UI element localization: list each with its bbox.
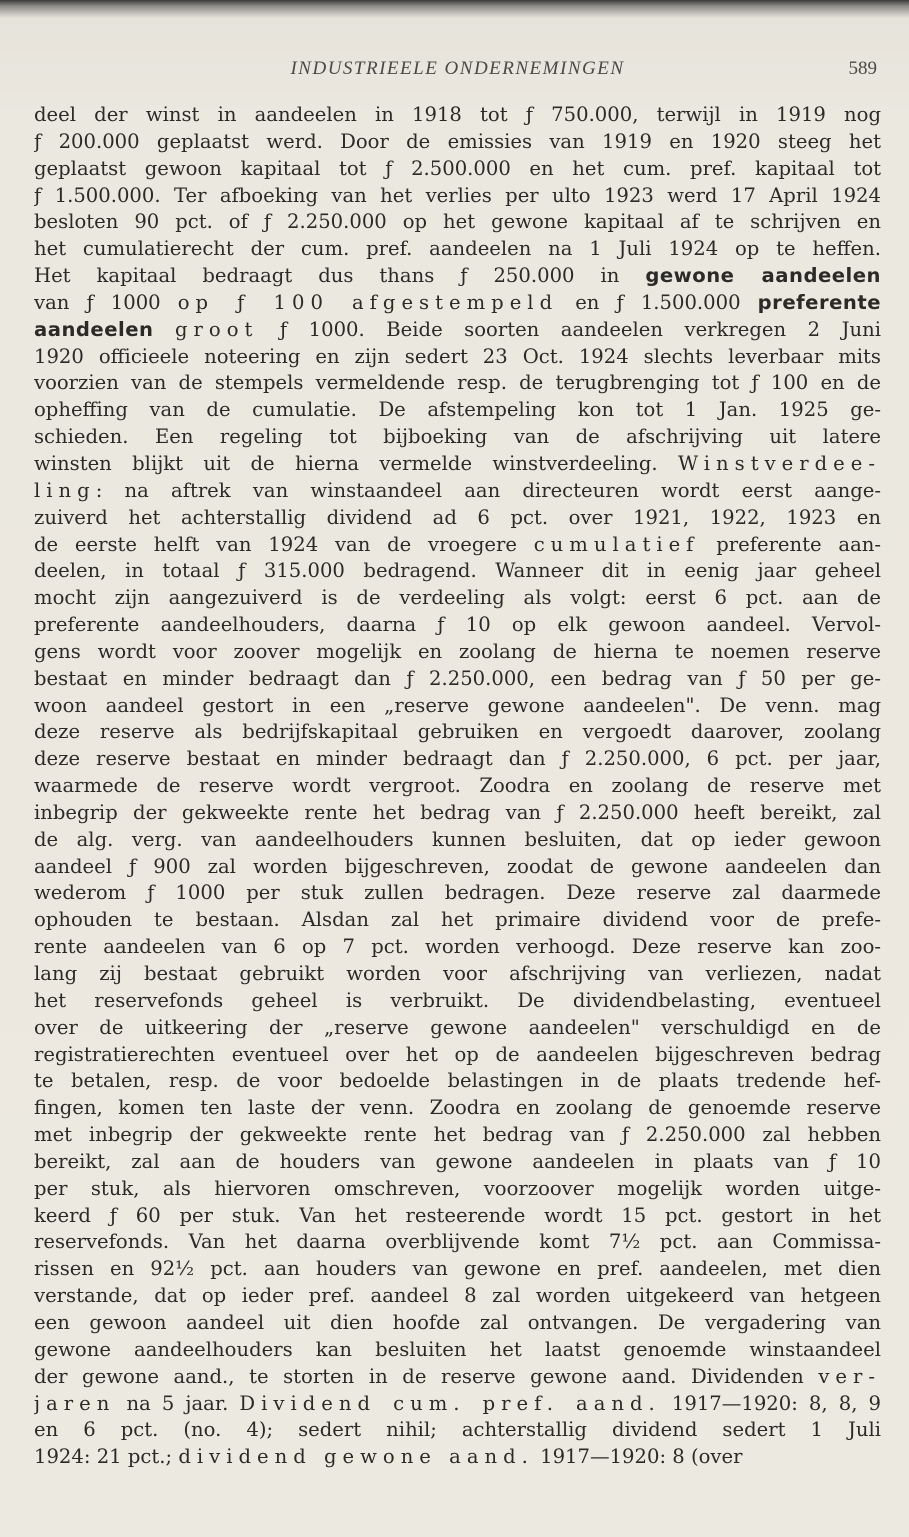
text-segment: 1917—1920: 8 (over (533, 1445, 743, 1469)
text-segment: Winstverdee- (678, 451, 881, 475)
text-line (34, 639, 881, 666)
text-segment: ophouden te bestaan. Alsdan zal het primaire dividend voor de prefe- (34, 908, 881, 932)
text-segment: groot (174, 317, 259, 341)
text-line (34, 1256, 881, 1283)
text-segment: inbegrip der gekweekte rente het bedrag van ƒ 2.250.000 heeft bereikt, zal (34, 800, 881, 824)
text-line (34, 746, 881, 773)
text-line (34, 397, 881, 424)
text-line (34, 1015, 881, 1042)
text-segment: preferente aandeelhouders, daarna ƒ 10 op elk gewoon aandeel. Vervol- (34, 613, 881, 637)
text-segment: zuiverd het achterstallig dividend ad 6 pct. over 1921, 1922, 1923 en (34, 505, 881, 529)
text-line (34, 129, 881, 156)
text-line (34, 934, 881, 961)
text-segment: rente aandeelen van 6 op 7 pct. worden verhoogd. Deze reserve kan zoo- (34, 935, 881, 959)
text-line (34, 209, 881, 236)
text-segment: 1917—1920: 8, 8, 9 (660, 1391, 881, 1415)
running-title: INDUSTRIEELE ONDERNEMINGEN (290, 58, 625, 79)
text-segment: keerd ƒ 60 per stuk. Van het resteerende wordt 15 pct. gestort in het (34, 1203, 881, 1227)
text-segment: cumulatief (533, 532, 700, 556)
text-line (34, 585, 881, 612)
text-line (34, 907, 881, 934)
running-header (34, 58, 881, 102)
text-line (34, 800, 881, 827)
text-segment: fingen, komen ten laste der venn. Zoodra en zoolang de genoemde reserve (34, 1096, 881, 1120)
text-segment: opheffing van de cumulatie. De afstempeling kon tot 1 Jan. 1925 ge- (34, 398, 881, 422)
text-segment: dividend gewone aand. (178, 1445, 534, 1469)
text-segment: de eerste helft van 1924 van de vroegere (34, 532, 534, 556)
text-line (34, 1176, 881, 1203)
text-line (34, 612, 881, 639)
text-segment: Dividend cum. pref. aand. (239, 1391, 661, 1415)
text-line (34, 263, 881, 290)
text-segment: waarmede de reserve wordt vergroot. Zoodra en zoolang de reserve met (34, 774, 881, 798)
text-line (34, 1444, 881, 1471)
text-segment: over de uitkeering der „reserve gewone aandeelen" verschuldigd en de (34, 1015, 881, 1039)
text-line (34, 961, 881, 988)
text-segment: registratierechten eventueel over het op de aandeelen bijgeschreven bedrag (34, 1042, 881, 1066)
text-line (34, 1095, 881, 1122)
text-line (34, 156, 881, 183)
text-line (34, 370, 881, 397)
text-line (34, 854, 881, 881)
text-line (34, 183, 881, 210)
text-segment: gewone aandeelen (645, 264, 881, 288)
text-segment: de alg. verg. van aandeelhouders kunnen besluiten, dat op ieder gewoon (34, 827, 881, 851)
text-line (34, 478, 881, 505)
text-segment: geplaatst gewoon kapitaal tot ƒ 2.500.000 en het cum. pref. kapitaal tot (34, 156, 881, 180)
text-line (34, 505, 881, 532)
text-segment: verstande, dat op ieder pref. aandeel 8 zal worden uitgekeerd van hetgeen (34, 1284, 881, 1308)
text-segment: bestaat en minder bedraagt dan ƒ 2.250.000, een bedrag van ƒ 50 per ge- (34, 666, 881, 690)
text-line (34, 451, 881, 478)
text-segment: wederom ƒ 1000 per stuk zullen bedragen. Deze reserve zal daarmede (34, 881, 881, 905)
text-line (34, 880, 881, 907)
text-line (34, 693, 881, 720)
text-segment: het cumulatierecht der cum. pref. aandeelen na 1 Juli 1924 op te heffen. (34, 237, 881, 261)
text-segment: ling (34, 478, 96, 502)
text-line (34, 1068, 881, 1095)
text-segment: Het kapitaal bedraagt dus thans ƒ 250.000 in (34, 264, 646, 288)
text-segment (153, 318, 175, 341)
text-line (34, 424, 881, 451)
text-segment: deze reserve als bedrijfskapitaal gebruiken en vergoedt daarover, zoolang (34, 720, 881, 744)
text-line (34, 1417, 881, 1444)
text-line (34, 1149, 881, 1176)
text-segment: per stuk, als hiervoren omschreven, voorzoover mogelijk worden uitge- (34, 1176, 881, 1200)
text-segment: lang zij bestaat gebruikt worden voor afschrijving van verliezen, nadat (34, 962, 881, 985)
text-segment: mocht zijn aangezuiverd is de verdeeling als volgt: eerst 6 pct. aan de (34, 586, 881, 610)
text-segment: na 5 jaar. (115, 1391, 240, 1415)
text-segment: gens wordt voor zoover mogelijk en zoolang de hierna te noemen reserve (34, 639, 881, 663)
text-segment: te betalen, resp. de voor bedoelde belastingen in de plaats tredende hef- (34, 1069, 881, 1093)
text-line (34, 1042, 881, 1069)
text-segment: 1924: 21 pct.; (34, 1445, 179, 1469)
text-segment: deelen, in totaal ƒ 315.000 bedragend. Wanneer dit in eenig jaar geheel (34, 559, 881, 583)
text-segment: preferente (757, 290, 881, 314)
text-line (34, 1283, 881, 1310)
text-segment: reservefonds. Van het daarna overblijvende komt 7½ pct. aan Commissa- (34, 1230, 881, 1254)
text-line (34, 1310, 881, 1337)
text-segment: een gewoon aandeel uit dien hoofde zal ontvangen. De vergadering van (34, 1310, 881, 1334)
text-line (34, 988, 881, 1015)
text-segment: 1920 officieele noteering en zijn sedert 23 Oct. 1924 slechts leverbaar mits (34, 344, 881, 368)
text-line (34, 773, 881, 800)
text-line (34, 317, 881, 344)
text-line (34, 1337, 881, 1364)
text-segment: ver- (818, 1364, 881, 1388)
text-segment: : na aftrek van winstaandeel aan directeuren wordt eerst aange- (95, 478, 881, 502)
text-segment: winsten blijkt uit de hierna vermelde winstverdeeling. (34, 451, 678, 475)
text-line (34, 1122, 881, 1149)
text-line (34, 1364, 881, 1391)
text-segment: schieden. Een regeling tot bijboeking van de afschrijving uit latere (34, 425, 881, 449)
text-segment: ƒ 1000. Beide soorten aandeelen verkregen 2 Juni (258, 317, 881, 341)
text-segment: ƒ 1.500.000. Ter afboeking van het verlies per ulto 1923 werd 17 April 1924 (34, 183, 881, 207)
text-segment: van ƒ 1000 (34, 290, 178, 314)
text-segment: ƒ 200.000 geplaatst werd. Door de emissies van 1919 en 1920 steeg het (34, 129, 881, 153)
text-segment: woon aandeel gestort in een „reserve gewone aandeelen". De venn. mag (34, 693, 881, 717)
text-segment: aandeel ƒ 900 zal worden bijgeschreven, zoodat de gewone aandeelen dan (34, 854, 881, 878)
text-line (34, 827, 881, 854)
text-segment: rissen en 92½ pct. aan houders van gewone en pref. aandeelen, met dien (34, 1257, 881, 1281)
text-line (34, 719, 881, 746)
text-line (34, 1203, 881, 1230)
text-segment: bereikt, zal aan de houders van gewone aandeelen in plaats van ƒ 10 (34, 1149, 881, 1173)
text-line (34, 102, 881, 129)
text-segment: en ƒ 1.500.000 (558, 290, 758, 314)
text-line (34, 666, 881, 693)
text-segment: en 6 pct. (no. 4); sedert nihil; achterstallig dividend sedert 1 Juli (34, 1418, 881, 1442)
text-segment: besloten 90 pct. of ƒ 2.250.000 op het gewone kapitaal af te schrijven en (34, 210, 881, 234)
text-line (34, 1229, 881, 1256)
text-line (34, 1391, 881, 1418)
text-segment: gewone aandeelhouders kan besluiten het laatst genoemde winstaandeel (34, 1337, 881, 1361)
text-segment: der gewone aand., te storten in de reserve gewone aand. Dividenden (34, 1364, 819, 1388)
text-segment: deze reserve bestaat en minder bedraagt dan ƒ 2.250.000, 6 pct. per jaar, (34, 747, 881, 771)
page-number: 589 (848, 58, 877, 79)
text-segment: met inbegrip der gekweekte rente het bedrag van ƒ 2.250.000 zal hebben (34, 1123, 881, 1147)
text-segment: deel der winst in aandeelen in 1918 tot ƒ 750.000, terwijl in 1919 nog (34, 103, 881, 126)
text-segment: het reservefonds geheel is verbruikt. De dividendbelasting, eventueel (34, 988, 881, 1012)
text-segment: preferente aan- (699, 532, 881, 556)
text-segment: op ƒ 100 afgestempeld (177, 290, 559, 314)
text-line (34, 558, 881, 585)
text-line (34, 344, 881, 371)
text-line (34, 532, 881, 559)
text-line (34, 236, 881, 263)
text-segment: aandeelen (34, 317, 154, 341)
text-segment: jaren (34, 1391, 116, 1415)
body-text (34, 102, 881, 1471)
text-segment: voorzien van de stempels vermeldende resp. de terugbrenging tot ƒ 100 en de (34, 371, 881, 395)
text-line (34, 290, 881, 317)
